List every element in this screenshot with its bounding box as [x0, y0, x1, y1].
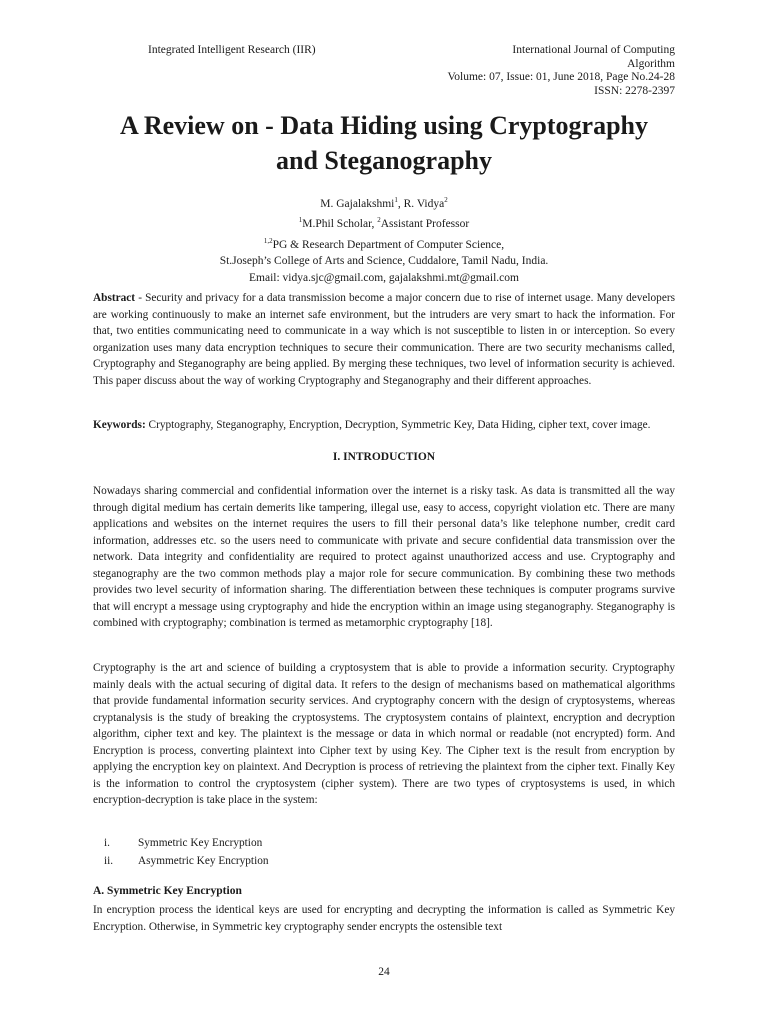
abstract: Abstract - Security and privacy for a data transmission become a major concern due to rise of internet usage. Many developers are working continuously to make an internet safe environment, but the intruders are very smart to hack the information. For that, two entities communicating need to communicate in a way which is not susceptible to listen in or interception. So every organization uses many data encryption techniques to secure their communication. There are two security mechanisms called, Cryptography and Steganography are being applied. By merging these techniques, two level of information security is achieved. This paper discuss about the way of working Cryptography and Steganography and their different approaches. — [93, 292, 675, 387]
list-item: i. Symmetric Key Encryption — [104, 837, 263, 849]
header-right — [447, 44, 675, 98]
author-block — [100, 192, 668, 286]
cryptosystem-list — [104, 834, 269, 870]
intro-paragraph-1: Nowadays sharing commercial and confidential information over the internet is a risky task. As data is transmitted all the way through digital medium has certain demerits like tampering, illegal use, easy to access, copyright violation etc. There are many applications and websites on the internet requires the users to fill their personal data’s like telephone number, credit card information, addresses etc. so the users need to communicate with private and secure confidential data transmission over the network. Data integrity and confidentiality are required to protect against unauthorized access and use. Cryptography and steganography are the two common methods play a major role for secure communication. By combining these two methods provides two level security of information sharing. The differentiation between these techniques is computer programs survive that will encrypt a message using cryptography and hide the encryption within an image using steganography. Steganography is combined with cryptography; combination is termed as metamorphic cryptography [18]. — [93, 485, 675, 629]
section-heading-introduction: I. INTRODUCTION — [332, 451, 436, 463]
header-left: Integrated Intelligent Research (IIR) — [148, 44, 316, 56]
paper-title — [60, 108, 708, 178]
intro-paragraph-2: Cryptography is the art and science of building a cryptosystem that is able to provide a information security. Cryptography mainly deals with the actual securing of digital data. It refers to the design of mechanisms based on mathematical algorithms that provide fundamental information security services. And cryptography concern with the design of cryptosystems, whereas cryptanalysis is the study of breaking the cryptosystems. The cryptosystem contains of plaintext, encryption and decryption algorithm, cipher text and key. The plaintext is the message or data in which normal or readable (not encrypted) form. And Encryption is process, converting plaintext into Cipher text by using Key. The Cipher text is the result from encryption by applying the encryption key on plaintext. And Decryption is process of retrieving the plaintext from the cipher text. Finally Key is the information to control the cryptosystem (cipher system). There are two types of cryptosystems is used, in which encryption-decryption is take place in the system: — [93, 662, 675, 806]
list-item: ii. Asymmetric Key Encryption — [104, 855, 269, 867]
author-department: $^{1,2}$PG & Research Department of Computer Science, — [263, 236, 505, 251]
author-email: Email: vidya.sjc@gmail.com, gajalakshmi.mt@gmail.com — [249, 271, 519, 284]
author-college: St.Joseph’s College of Arts and Science, Cuddalore, Tamil Nadu, India. — [219, 255, 549, 268]
keywords: Keywords: Cryptography, Steganography, Encryption, Decryption, Symmetric Key, Data Hiding, cipher text, cover image. — [93, 419, 651, 431]
journal-name-cont: Algorithm — [627, 57, 675, 70]
paragraph-symmetric: In encryption process the identical keys are used for encrypting and decrypting the information is called as Symmetric Key Encryption. Otherwise, in Symmetric key cryptography sender encrypts the ostensible text — [93, 904, 675, 933]
issn: ISSN: 2278-2397 — [594, 84, 675, 97]
journal-name: International Journal of Computing — [512, 44, 675, 56]
volume-info: Volume: 07, Issue: 01, June 2018, Page No.24-28 — [447, 71, 675, 83]
subsection-heading: A. Symmetric Key Encryption — [93, 885, 242, 897]
author-roles: $^1$M.Phil Scholar, $^2$Assistant Professor — [298, 216, 470, 231]
title-line-1: A Review on - Data Hiding using Cryptography — [120, 111, 648, 140]
author-names: M. Gajalakshmi$^1$, R. Vidya$^2$ — [320, 196, 448, 210]
title-line-2: and Steganography — [276, 146, 492, 175]
page-number: 24 — [378, 966, 390, 978]
